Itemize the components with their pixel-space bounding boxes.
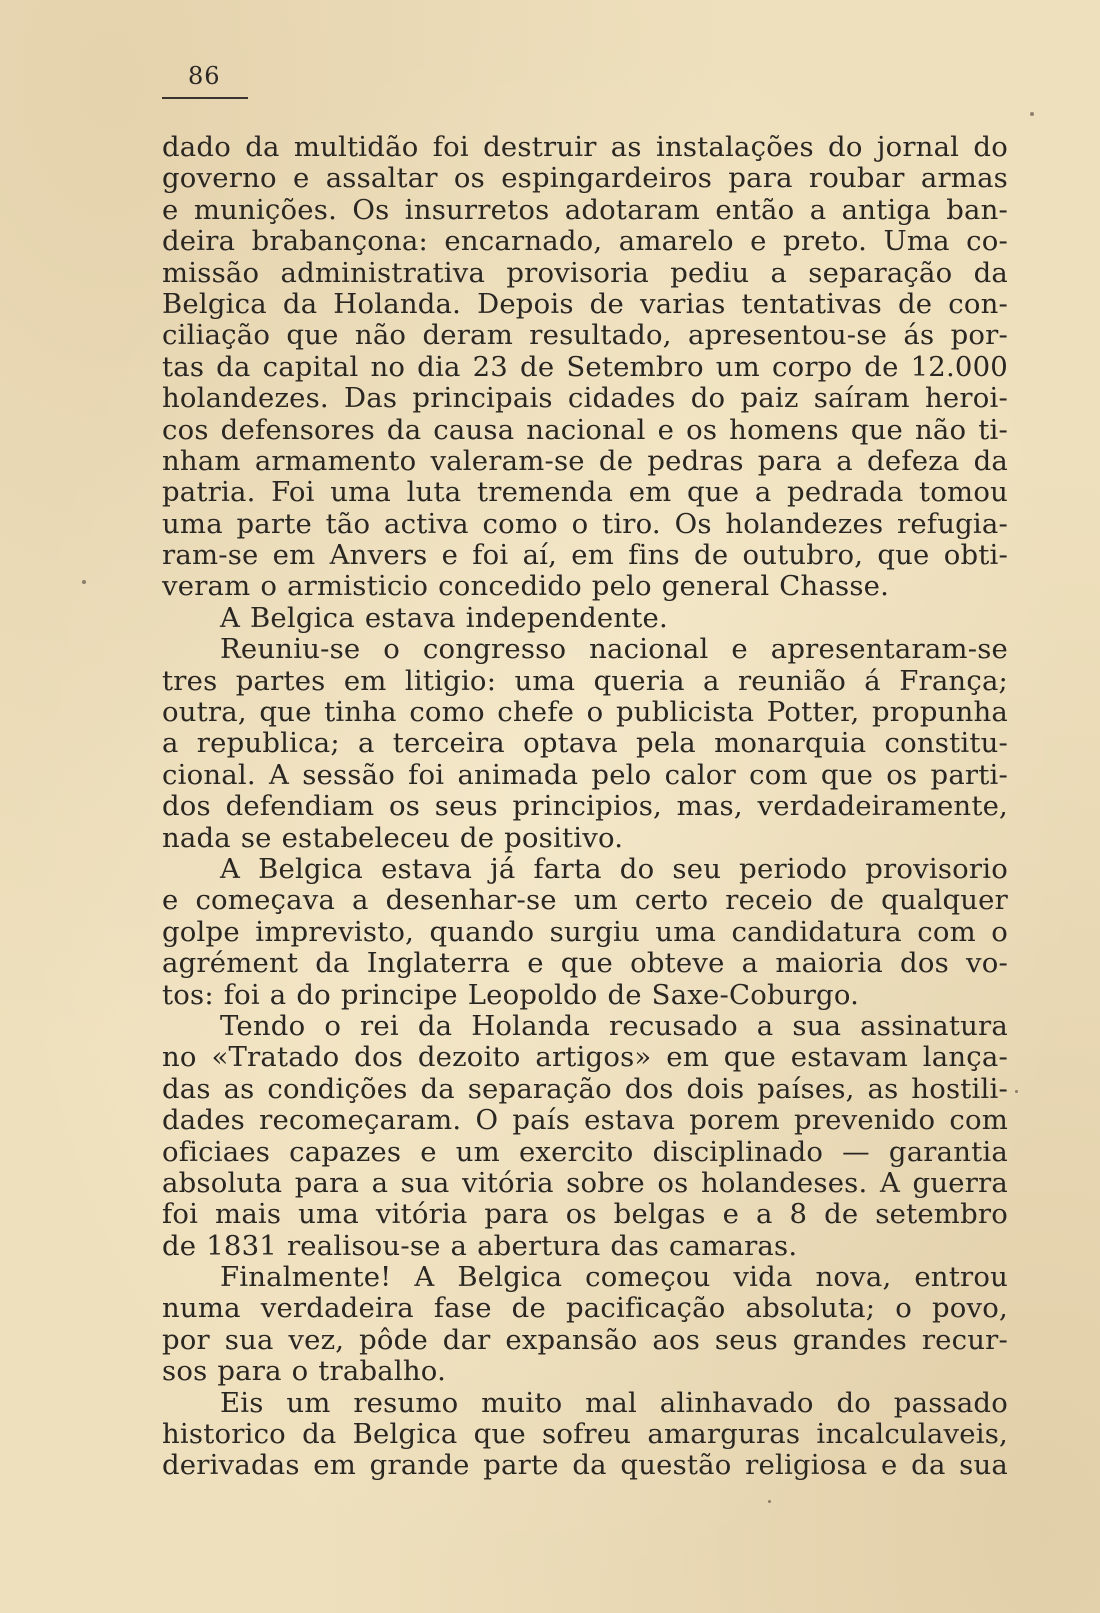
print-speck [1015, 1090, 1018, 1093]
text-line: tos: foi a do principe Leopoldo de Saxe-Coburgo. [162, 978, 860, 1011]
text-line: e começava a desenhar-se um certo receio de qualquer [162, 884, 1008, 917]
text-line: governo e assaltar os espingardeiros para roubar armas [162, 162, 1008, 195]
text-line: por sua vez, pôde dar expansão aos seus grandes recur- [162, 1323, 1008, 1356]
text-line: Eis um resumo muito mal alinhavado do passado [220, 1386, 1008, 1419]
text-line: cional. A sessão foi animada pelo calor com que os parti- [162, 758, 1008, 791]
text-line: Finalmente! A Belgica começou vida nova, entrou [220, 1261, 1008, 1294]
page-number-rule [162, 97, 248, 99]
text-line: A Belgica estava já farta do seu periodo provisorio [220, 852, 1008, 885]
text-line: holandezes. Das principais cidades do paiz saíram heroi- [162, 382, 1008, 415]
text-line: deira brabançona: encarnado, amarelo e preto. Uma co- [162, 225, 1008, 258]
text-line: de 1831 realisou-se a abertura das camaras. [162, 1229, 798, 1262]
text-line: a republica; a terceira optava pela monarquia constitu- [162, 727, 1008, 760]
print-speck [1030, 112, 1034, 116]
text-line: dos defendiam os seus principios, mas, verdadeiramente, [162, 790, 1008, 823]
text-line: uma parte tão activa como o tiro. Os holandezes refugia- [162, 507, 1008, 540]
text-line: agrément da Inglaterra e que obteve a maioria dos vo- [162, 947, 1008, 980]
text-line: cos defensores da causa nacional e os homens que não ti- [162, 413, 1008, 446]
text-line: tres partes em litigio: uma queria a reunião á França; [162, 664, 1008, 697]
body-text [162, 132, 1008, 1482]
text-line: patria. Foi uma luta tremenda em que a pedrada tomou [162, 476, 1008, 509]
text-line: foi mais uma vitória para os belgas e a 8 de setembro [162, 1198, 1008, 1231]
text-line: Belgica da Holanda. Depois de varias tentativas de con- [162, 287, 1008, 320]
text-line: no «Tratado dos dezoito artigos» em que estavam lança- [162, 1041, 1008, 1074]
text-line: sos para o trabalho. [162, 1355, 447, 1388]
text-line: dades recomeçaram. O país estava porem prevenido com [162, 1104, 1008, 1137]
text-line: numa verdadeira fase de pacificação absoluta; o povo, [162, 1292, 1008, 1325]
text-line: historico da Belgica que sofreu amarguras incalculaveis, [162, 1418, 1008, 1451]
text-line: absoluta para a sua vitória sobre os holandeses. A guerra [162, 1166, 1008, 1199]
print-speck [768, 1500, 771, 1503]
text-line: nham armamento valeram-se de pedras para a defeza da [162, 444, 1008, 477]
text-line: ciliação que não deram resultado, apresentou-se ás por- [162, 319, 1008, 352]
text-line: Tendo o rei da Holanda recusado a sua assinatura [220, 1009, 1008, 1042]
page-number: 86 [188, 62, 221, 90]
text-line: golpe imprevisto, quando surgiu uma candidatura com o [162, 915, 1008, 948]
text-line: derivadas em grande parte da questão religiosa e da sua [162, 1449, 1008, 1482]
text-line: tas da capital no dia 23 de Setembro um corpo de 12.000 [162, 350, 1008, 383]
text-line: das as condições da separação dos dois países, as hostili- [162, 1072, 1008, 1105]
text-line: oficiaes capazes e um exercito disciplinado — garantia [162, 1135, 1008, 1168]
text-line: dado da multidão foi destruir as instalações do jornal do [162, 131, 1008, 163]
text-line: veram o armisticio concedido pelo general Chasse. [162, 570, 890, 603]
print-speck [82, 580, 86, 584]
text-line: outra, que tinha como chefe o publicista Potter, propunha [162, 696, 1008, 729]
text-line: Reuniu-se o congresso nacional e apresentaram-se [220, 633, 1008, 666]
text-line: ram-se em Anvers e foi aí, em fins de outubro, que obti- [162, 539, 1008, 572]
text-line: missão administrativa provisoria pediu a separação da [162, 256, 1008, 289]
text-line: nada se estabeleceu de positivo. [162, 821, 624, 854]
text-line: e munições. Os insurretos adotaram então a antiga ban- [162, 193, 1008, 226]
text-line: A Belgica estava independente. [220, 601, 668, 634]
